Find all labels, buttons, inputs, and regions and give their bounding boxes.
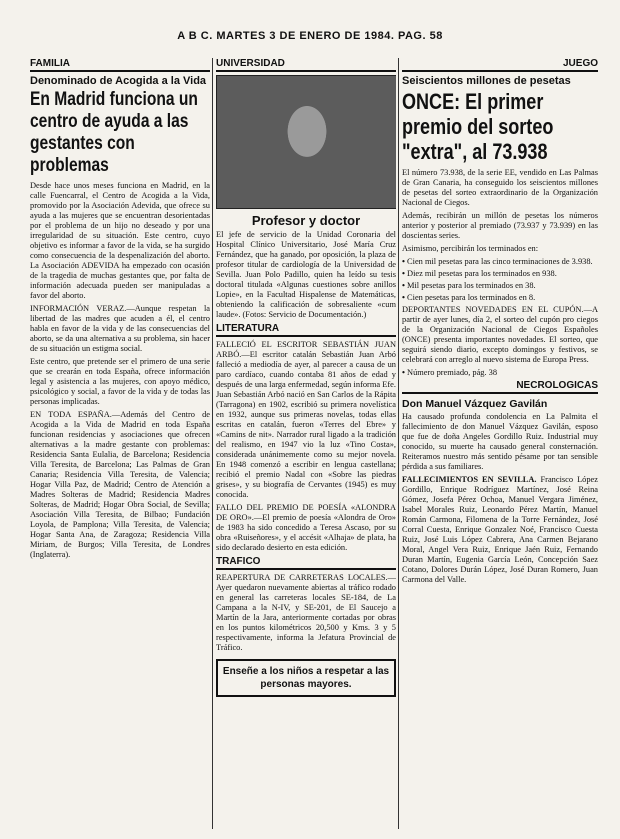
obituary-title: Don Manuel Vázquez Gavilán: [402, 398, 548, 410]
column-familia: [30, 58, 210, 831]
photo-title: Profesor y doctor: [251, 213, 361, 228]
article-paragraph: El número 73.938, de la serie EE, vendido en Las Palmas de Gran Canaria, ha conseguido los seiscientos millones de pesetas del sorteo extraordinario de la Organización Nacional de Ciegos.: [402, 168, 598, 207]
article-kicker: Denominado de Acogida a la Vida: [30, 75, 207, 87]
article-paragraph: Además, recibirán un millón de pesetas los números anterior y posterior al premiado (73.937 y 73.939) en las doscientas series.: [402, 211, 598, 240]
article-paragraph: [402, 475, 598, 585]
article-paragraph: FALLO DEL PREMIO DE POESÍA «ALONDRA DE ORO».—El premio de poesía «Alondra de Oro» de 1983 ha sido concedido a Teresa Ascaso, por su obra «Ruiseñores», y el accésit «Alhaja» de plata, ha sido declarado desierto en esta edición.: [216, 503, 396, 552]
article-paragraph: Desde hace unos meses funciona en Madrid, en la calle Fuencarral, el Centro de Acogida a la Vida, promovido por la Asociación Adevida, que ofrece su ayuda a las mujeres que se encuentran desorientadas por el problema de un hijo no deseado y por una irregularidad de su situación. Este centro, cuyo objetivo es informar a favor de la vida, se ha surgido como consecuencia de la despenalización del aborto. La Asociación ADEVIDA ha empezado con ocasión de la tragedia de muchas gestantes que, por falta de información adecuada pueden ser manipuladas a favor del aborto.: [30, 181, 210, 300]
paragraph-lead: FALLECIMIENTOS EN SEVILLA.: [402, 475, 537, 484]
paragraph-text: Francisco López Gordillo, Enrique Rodríguez Martínez, José Reina Gómez, Josefa Pérez Ochoa, Manuel Vergara Jiménez, Isabel Morales Ruiz, Leonardo Pérez Martín, Manuel Román Carmona, Filomena de la Torre Fernández, José Corral Cuesta, Enrique Gonzalez Noé, Francisco Cuesta Ruiz, José Luis López Cabrera, Ana Carmen Bejarano Moral, Angel Vera Ruiz, Enrique Jaén Ruiz, Fernando Duran Martín, Eugenia García León, Concepción Saez Cotano, Dolores Durán López, José Duran Romero, Juan Carmona del Valle.: [402, 475, 598, 584]
list-item: • Cien pesetas para los terminados en 8.: [402, 293, 598, 303]
article-paragraph: DEPORTANTES NOVEDADES EN EL CUPÓN.—A partir de ayer lunes, día 2, el sorteo del cupón pro ciegos de la Organización Nacional de Ciegos Españoles (ONCE) presenta importantes novedades. El sorteo, que seguirá siendo diario, excepto domingos y festivos, se celebrará con arreglo al nuevo sistema de Europa Press.: [402, 305, 598, 364]
column-divider: [398, 58, 399, 829]
section-header: JUEGO: [402, 58, 598, 72]
article-paragraph: Este centro, que pretende ser el primero de una serie que se crearán en toda España, ofrece información legal y asistencia a las mujeres, con apoyo médico, psicológico y social, a favor de la vida y de todas las personas implicadas.: [30, 357, 210, 406]
list-item: • Cien mil pesetas para las cinco terminaciones de 3.938.: [402, 257, 598, 267]
boxed-notice: Enseñe a los niños a respetar a las personas mayores.: [216, 659, 396, 697]
column-juego: [402, 58, 598, 831]
section-header: TRAFICO: [216, 556, 396, 570]
article-paragraph: FALLECIÓ EL ESCRITOR SEBASTIÁN JUAN ARBÓ.—El escritor catalán Sebastián Juan Arbó falleció a mediodía de ayer, al parecer a causa de un paro cardíaco, cuando contaba 81 años de edad y después de una larga enfermedad, según informa Efe. Juan Sebastián Arbó nació en San Carlos de la Rápita (Tarragona) en 1902, escribió su primera novelística en 1932, aunque sus primeras novelas, todas ellas escritas en catalán, fueron «Terres del Ebre» y «Camins de nit». Narrador rural ligado a la tradición del realismo, en 1947 vio la luz «Tino Costa», considerada unánimemente como su mejor novela. En 1948 comenzó a escribir en lengua castellana; recibió el premio Nadal con «Sobre las piedras grises», y su biografía de Cervantes (1945) es muy conocida.: [216, 340, 396, 499]
article-paragraph: INFORMACIÓN VERAZ.—Aunque respetan la libertad de las madres que acuden a él, el centro habla en favor de la vida y de las consecuencias del aborto, se da una alternativa a su problema, sin hacer de su situación un estigma social.: [30, 304, 210, 353]
cross-reference-note: • Número premiado, pág. 38: [402, 368, 598, 378]
article-paragraph: Asimismo, percibirán los terminados en:: [402, 244, 539, 253]
article-paragraph: EN TODA ESPAÑA.—Además del Centro de Acogida a la Vida de Madrid en toda España funcionan residencias y asociaciones que ofrecen alternativas a la madre gestante con problemas: Residencia Santa Eulalia, de Barcelona; Residencia Villa Teresita, de Barcelona; Las Palmas de Gran Canaria; Residencia Villa Teresita, de Valencia; Hogar Villa Paz, de Madrid; Centro de Atención a Madres Solteras de Madrid; Residencia Madres Solteras, de Madrid; Hogar Obra Social, de Sevilla; Asociación Villa Teresita, de Bilbao; Fundación Loyola, de Pamplona; Villa Teresita, de Valencia; Hogar Santa Ana, de Zaragoza; Residencia Villa Miriam, de Burgos; Villa Teresita, de Londres (Inglaterra).: [30, 410, 210, 559]
section-header: FAMILIA: [30, 58, 210, 72]
article-paragraph: Ha causado profunda condolencia en La Palmita el fallecimiento de don Manuel Vázquez Gavilán, esposo que fue de doña Angeles Gordillo Ruiz. Industrial muy conocido, su muerte ha causado general consternación. Reiteramos nuestro más sentido pésame por tan sensible pérdida a sus familiares.: [402, 412, 598, 471]
section-header: LITERATURA: [216, 323, 396, 337]
column-divider: [212, 58, 213, 829]
photo-caption: El jefe de servicio de la Unidad Coronaria del Hospital Clínico Universitario, José María Cruz Fernández, que ha ganado, por oposición, la plaza de profesor titular de cardiología de la Universidad de Sevilla. Juan Polo Padillo, quien ha leído su tesis doctoral titulada «Algunas cuestiones sobre anillos Lopie», en la Facultad Hispalense de Matemáticas, obteniendo la calificación de sobresaliente «cum laude». (Fotos: Servicio de Documentación.): [216, 230, 396, 319]
portrait-photo: [216, 75, 396, 209]
list-item: • Diez mil pesetas para los terminados en 938.: [402, 269, 598, 279]
column-universidad: [216, 58, 396, 831]
section-header: UNIVERSIDAD: [216, 58, 396, 72]
article-headline: ONCE: El primer premio del sorteo "extra", al 73.938: [402, 89, 554, 164]
article-headline: En Madrid funciona un centro de ayuda a las gestantes con problemas: [30, 89, 198, 176]
list-item: • Mil pesetas para los terminados en 38.: [402, 281, 598, 291]
section-header: NECROLOGICAS: [402, 380, 598, 394]
masthead: A B C. MARTES 3 DE ENERO DE 1984. PAG. 58: [177, 30, 443, 42]
article-kicker: Seiscientos millones de pesetas: [402, 75, 571, 87]
article-paragraph: REAPERTURA DE CARRETERAS LOCALES.—Ayer quedaron nuevamente abiertas al tráfico rodado en general las carreteras locales SE-184, de La Campana a la N-IV, y SE-201, de El Saucejo a Martín de la Jara, anteriormente cortadas por obras en los puntos kilométricos 20,500 y Kms. 3 y 5 respectivamente, informa la Jefatura Provincial de Tráfico.: [216, 573, 396, 652]
